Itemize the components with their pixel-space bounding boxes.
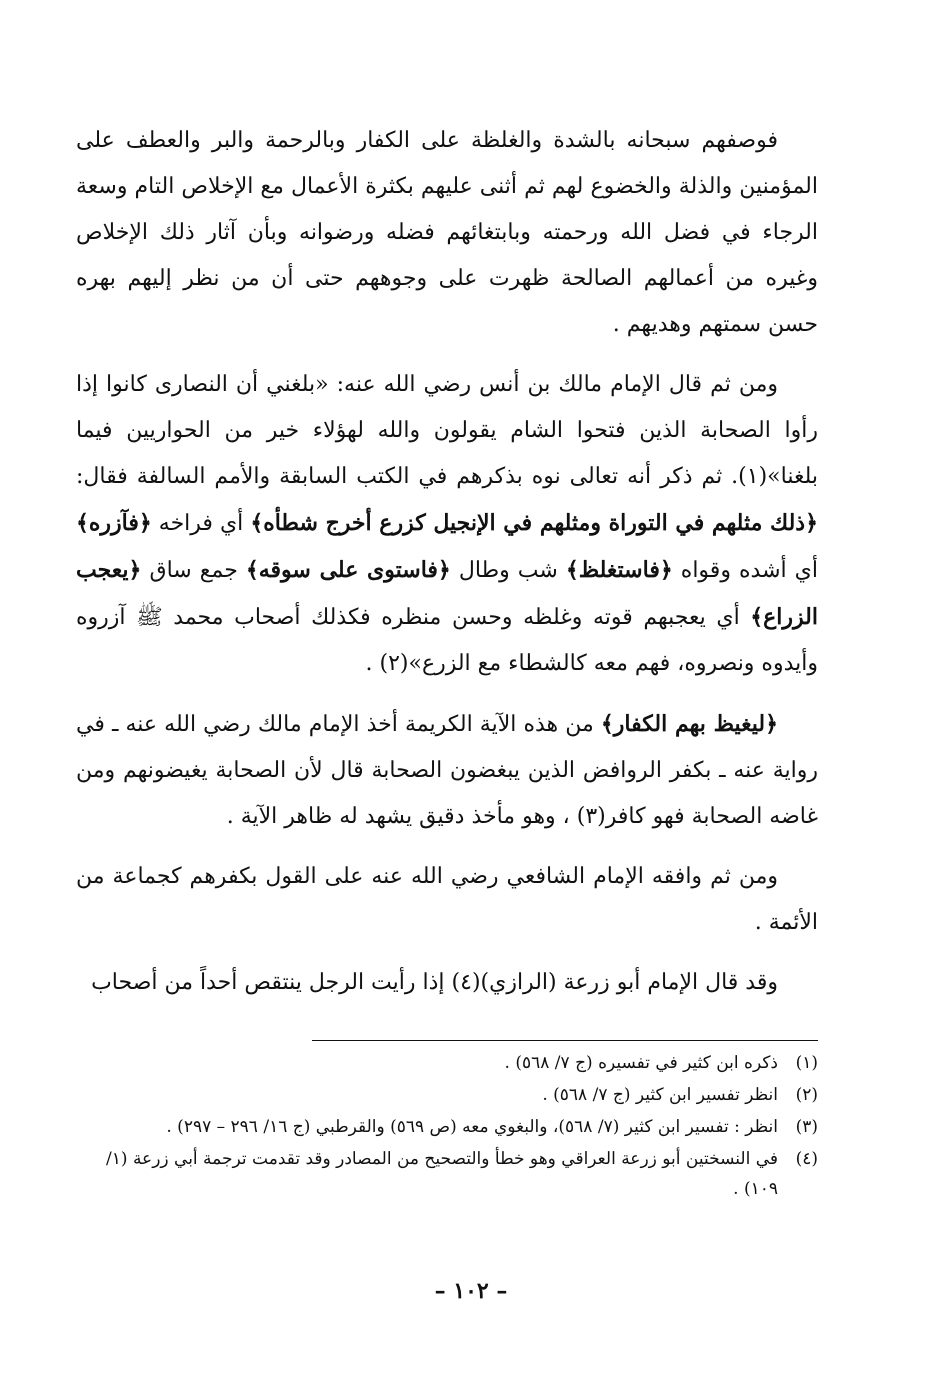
footnote-text: انظر : تفسير ابن كثير (٧/ ٥٦٨)، والبغوي معه (ص ٥٦٩) والقرطبي (ج ١٦/ ٢٩٦ – ٢٩٧) . [166, 1117, 778, 1137]
paragraph-text: أي أشده وقواه [672, 558, 819, 583]
footnote-3 [76, 1112, 818, 1142]
paragraph-text: فوصفهم سبحانه بالشدة والغلظة على الكفار وبالرحمة والبر والعطف على المؤمنين والذلة والخضوع لهم ثم أثنى عليهم بكثرة الأعمال مع الإخلاص التام وسعة الرجاء في فضل الله ورحمته وبابتغائهم فضله ورضوانه وبأن آثار ذلك الإخلاص وغيره من أعمالهم الصالحة ظهرت على وجوههم حتى أن من نظر إليهم بهره حسن سمتهم وهديهم . [76, 128, 818, 337]
paragraph-text: وقد قال الإمام أبو زرعة (الرازي)(٤) إذا رأيت الرجل ينتقص أحداً من أصحاب [91, 970, 778, 995]
quran-verse: ﴿ذلك مثلهم في التوراة ومثلهم في الإنجيل كزرع أخرج شطأه﴾ [250, 510, 818, 536]
quran-verse: ﴿فاستوى على سوقه﴾ [245, 557, 451, 583]
paragraph-text: شب وطال [450, 558, 566, 583]
paragraph-text: ومن ثم وافقه الإمام الشافعي رضي الله عنه على القول بكفرهم كجماعة من الأئمة . [76, 864, 818, 935]
footnote-text: في النسختين أبو زرعة العراقي وهو خطأ والتصحيح من المصادر وقد تقدمت ترجمة أبي زرعة (١/ ١٠٩) . [106, 1149, 778, 1199]
paragraph-text: أي يعجبهم قوته وغلظه وحسن منظره فكذلك أصحاب محمد ﷺ آزروه وأيدوه ونصروه، فهم معه كالشطاء مع الزرع»(٢) . [76, 605, 818, 676]
quran-verse: ﴿ليغيظ بهم الكفار﴾ [600, 711, 778, 737]
quran-verse: ﴿يعجب الزراع﴾ [76, 557, 818, 630]
paragraph-text: ومن ثم قال الإمام مالك بن أنس رضي الله عنه: «بلغني أن النصارى كانوا إذا رأوا الصحابة الذين فتحوا الشام يقولون والله لهؤلاء خير من الحواريين فيما بلغنا»(١). ثم ذكر أنه تعالى نوه بذكرهم في الكتب السابقة والأمم السالفة فقال: [76, 372, 818, 489]
paragraph-text: من هذه الآية الكريمة أخذ الإمام مالك رضي الله عنه ـ في رواية عنه ـ بكفر الروافض الذين يبغضون الصحابة قال لأن الصحابة يغيضونهم ومن غاضه الصحابة فهو كافر(٣) ، وهو مأخذ دقيق يشهد له ظاهر الآية . [76, 712, 818, 829]
footnote-number: (٢) [795, 1085, 818, 1105]
paragraph-4 [76, 854, 818, 946]
footnotes [76, 1048, 818, 1206]
paragraph-text: أي فراخه [151, 511, 251, 536]
page-number: – ١٠٢ – [434, 1278, 508, 1304]
footnote-4 [76, 1144, 818, 1204]
paragraph-text: جمع ساق [141, 558, 246, 583]
footnote-number: (٣) [795, 1117, 818, 1137]
main-text [76, 118, 818, 1020]
footnote-2 [76, 1080, 818, 1110]
quran-verse: ﴿فاستغلظ﴾ [565, 557, 673, 583]
footnote-text: ذكره ابن كثير في تفسيره (ج ٧/ ٥٦٨) . [504, 1053, 778, 1073]
quran-verse: ﴿فآزره﴾ [76, 510, 152, 536]
paragraph-2 [76, 362, 818, 687]
footnote-separator [312, 1040, 818, 1041]
paragraph-3 [76, 701, 818, 840]
paragraph-1 [76, 118, 818, 348]
footnote-number: (١) [795, 1053, 818, 1073]
footnote-text: انظر تفسير ابن كثير (ج ٧/ ٥٦٨) . [542, 1085, 778, 1105]
footnote-number: (٤) [795, 1149, 818, 1169]
paragraph-5 [76, 960, 818, 1006]
footnote-1 [76, 1048, 818, 1078]
